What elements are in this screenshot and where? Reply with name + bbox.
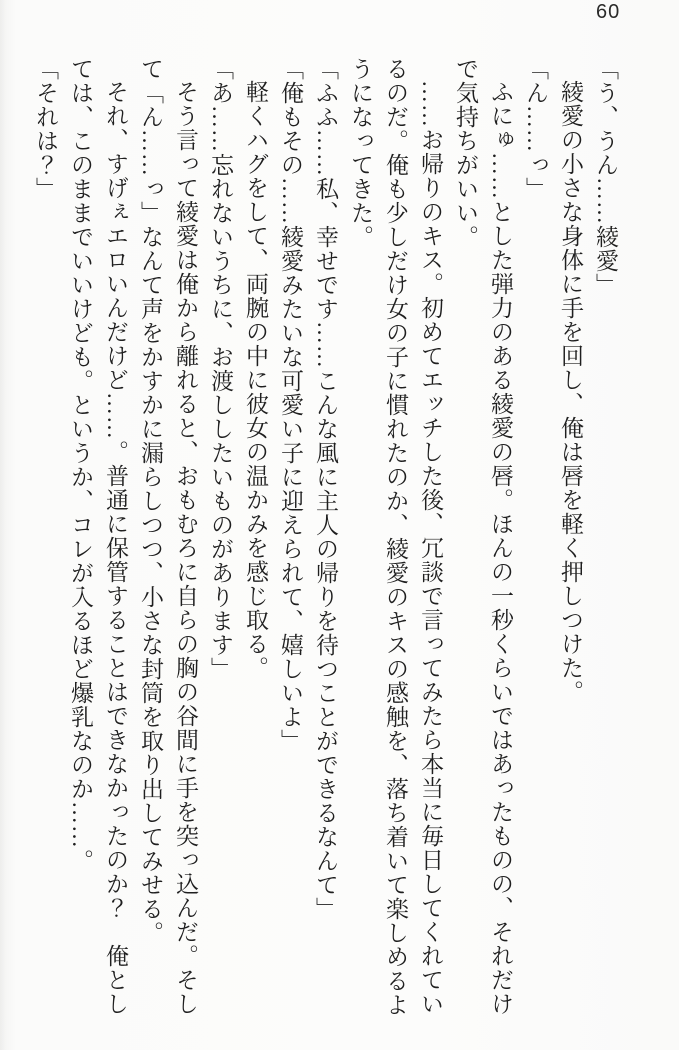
paragraph-narration: 軽くハグをして、両腕の中に彼女の温かみを感じ取る。 <box>243 80 268 680</box>
paragraph-narration: ふにゅ……とした弾力のある綾愛の唇。ほんの一秒くらいではあったものの、それだけで気持ちがいい。 <box>453 57 513 1016</box>
paragraph-narration: そう言って綾愛は俺から離れると、おもむろに自らの胸の谷間に手を突っ込んだ。そして「ん……っ」なんて声をかすかに漏らしつつ、小さな封筒を取り出してみせる。 <box>138 57 198 1016</box>
paragraph-narration: ……お帰りのキス。初めてエッチした後、冗談で言ってみたら本当に毎日してくれているのだ。俺も少しだけ女の子に慣れたのか、綾愛のキスの感触を、落ち着いて楽しめるようになってきた。 <box>348 57 443 1017</box>
page-text-block <box>27 57 623 1019</box>
paragraph-dialogue: 「あ……忘れないうちに、お渡ししたいものがあります」 <box>208 57 233 681</box>
paragraph-narration: それ、すげぇエロいんだけど……。普通に保管することはできなかったのか？ 俺としては、このままでいいけども。というか、コレが入るほど爆乳なのか……。 <box>68 57 128 1016</box>
paragraph-dialogue: 「ふふ……私、幸せです……こんな風に主人の帰りを待つことができるなんて」 <box>313 57 338 921</box>
paragraph-dialogue: 「う、うん……綾愛」 <box>593 57 618 297</box>
paragraph-dialogue: 「俺もその……綾愛みたいな可愛い子に迎えられて、嬉しいよ」 <box>278 57 303 753</box>
paragraph-narration: 綾愛の小さな身体に手を回し、俺は唇を軽く押しつけた。 <box>558 80 583 704</box>
paragraph-dialogue: 「ん……っ」 <box>523 57 548 201</box>
paragraph-dialogue: 「それは？」 <box>33 57 58 201</box>
page-number: 60 <box>596 1 621 23</box>
